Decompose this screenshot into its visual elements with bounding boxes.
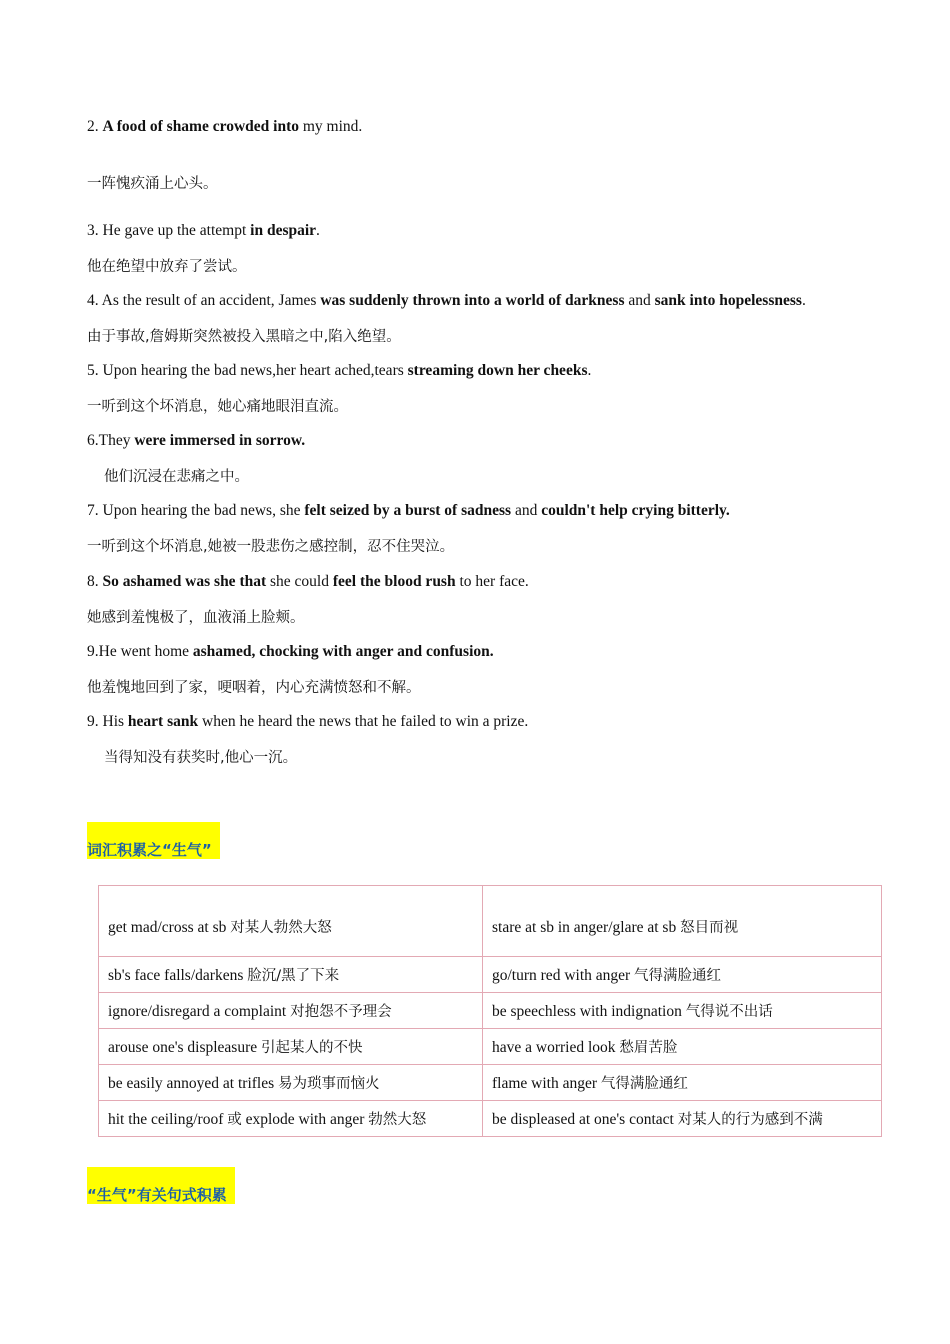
sentence-2-en: 2. A food of shame crowded into my mind. bbox=[87, 118, 363, 135]
sentence-9b-en: 9. His heart sank when he heard the news that he failed to win a prize. bbox=[87, 713, 529, 730]
sentence-4-en: 4. As the result of an accident, James was suddenly thrown into a world of darkness and sank into hopelessness. bbox=[87, 292, 806, 309]
sentence-7-zh: 一听到这个坏消息,她被一股悲伤之感控制，忍不住哭泣。 bbox=[87, 539, 455, 555]
table-cell: go/turn red with anger 气得满脸通红 bbox=[483, 957, 882, 993]
table-cell: sb's face falls/darkens 脸沉/黑了下来 bbox=[99, 957, 483, 993]
sentence-6-en: 6.They were immersed in sorrow. bbox=[87, 432, 306, 449]
sentence-8-en: 8. So ashamed was she that she could feel the blood rush to her face. bbox=[87, 573, 529, 590]
table-cell: be speechless with indignation 气得说不出话 bbox=[483, 993, 882, 1029]
table-row bbox=[99, 886, 882, 957]
table-cell: ignore/disregard a complaint 对抱怨不予理会 bbox=[99, 993, 483, 1029]
sentence-7-en: 7. Upon hearing the bad news, she felt seized by a burst of sadness and couldn't help crying bitterly. bbox=[87, 502, 730, 519]
vocab-table bbox=[98, 885, 882, 1137]
patterns-section-heading: “生气”有关句式积累 bbox=[87, 1167, 235, 1204]
table-cell: be displeased at one's contact 对某人的行为感到不满 bbox=[483, 1101, 882, 1137]
sentence-3-zh: 他在绝望中放弃了尝试。 bbox=[87, 259, 247, 275]
table-cell: have a worried look 愁眉苦脸 bbox=[483, 1029, 882, 1065]
sentence-5-en: 5. Upon hearing the bad news,her heart ached,tears streaming down her cheeks. bbox=[87, 362, 592, 379]
table-row bbox=[99, 1065, 882, 1101]
sentence-9a-en: 9.He went home ashamed, chocking with anger and confusion. bbox=[87, 643, 494, 660]
table-row bbox=[99, 1101, 882, 1137]
vocab-section-heading: 词汇积累之“生气” bbox=[87, 822, 220, 859]
table-cell: flame with anger 气得满脸通红 bbox=[483, 1065, 882, 1101]
sentence-8-zh: 她感到羞愧极了，血液涌上脸颊。 bbox=[87, 610, 305, 626]
table-row bbox=[99, 1029, 882, 1065]
sentence-9b-zh: 当得知没有获奖时,他心一沉。 bbox=[104, 750, 298, 766]
table-cell: get mad/cross at sb 对某人勃然大怒 bbox=[99, 886, 483, 957]
table-row bbox=[99, 993, 882, 1029]
sentence-9a-zh: 他羞愧地回到了家，哽咽着，内心充满愤怒和不解。 bbox=[87, 680, 421, 696]
sentence-6-zh: 他们沉浸在悲痛之中。 bbox=[104, 469, 249, 485]
table-cell: stare at sb in anger/glare at sb 怒目而视 bbox=[483, 886, 882, 957]
table-cell: hit the ceiling/roof 或 explode with anger 勃然大怒 bbox=[99, 1101, 483, 1137]
sentence-4-zh: 由于事故,詹姆斯突然被投入黑暗之中,陷入绝望。 bbox=[87, 329, 401, 345]
table-cell: be easily annoyed at trifles 易为琐事而恼火 bbox=[99, 1065, 483, 1101]
table-row bbox=[99, 957, 882, 993]
sentence-2-zh: 一阵愧疚涌上心头。 bbox=[87, 176, 218, 192]
sentence-5-zh: 一听到这个坏消息，她心痛地眼泪直流。 bbox=[87, 399, 348, 415]
sentence-3-en: 3. He gave up the attempt in despair. bbox=[87, 222, 320, 239]
table-cell: arouse one's displeasure 引起某人的不快 bbox=[99, 1029, 483, 1065]
